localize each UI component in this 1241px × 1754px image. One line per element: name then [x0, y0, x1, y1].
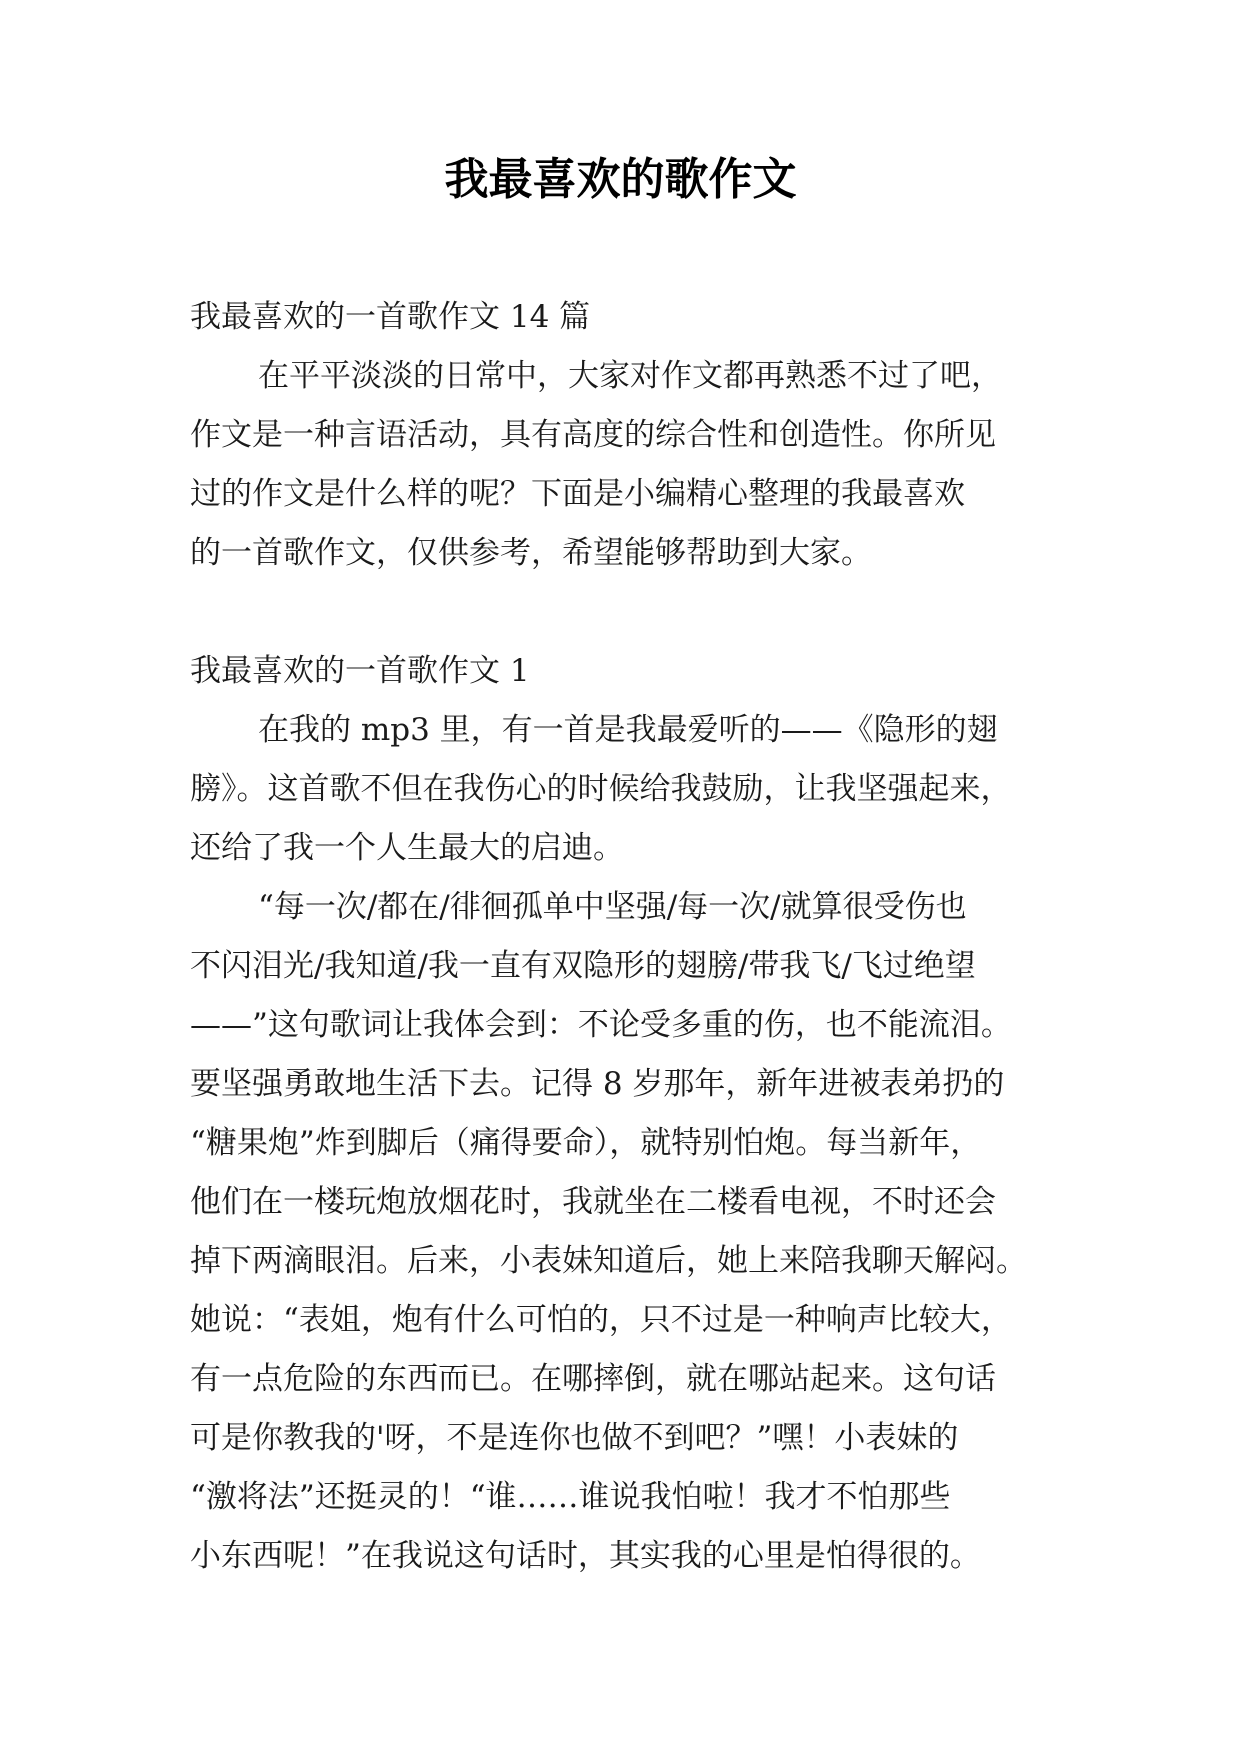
paragraph-line: ——”这句歌词让我体会到：不论受多重的伤，也不能流泪。: [190, 1007, 1012, 1043]
intro-line: 在平平淡淡的日常中，大家对作文都再熟悉不过了吧，: [258, 358, 1002, 394]
paragraph-line: 掉下两滴眼泪。后来，小表妹知道后，她上来陪我聊天解闷。: [190, 1243, 1027, 1279]
document-body: [190, 288, 1070, 1586]
paragraph-line: “每一次/都在/徘徊孤单中坚强/每一次/就算很受伤也: [258, 889, 967, 925]
document-subtitle: 我最喜欢的一首歌作文 14 篇: [190, 299, 591, 335]
paragraph-line: 他们在一楼玩炮放烟花时，我就坐在二楼看电视，不时还会: [190, 1184, 996, 1220]
paragraph-line: 膀》。这首歌不但在我伤心的时候给我鼓励，让我坚强起来，: [190, 771, 1012, 807]
paragraph-line: 可是你教我的'呀，不是连你也做不到吧？”嘿！小表妹的: [190, 1420, 959, 1456]
paragraph-line: “糖果炮”炸到脚后（痛得要命），就特别怕炮。每当新年，: [190, 1125, 982, 1161]
intro-paragraph: [190, 347, 1070, 583]
paragraph-line: 在我的 mp3 里，有一首是我最爱听的——《隐形的翅: [258, 712, 998, 748]
paragraph-line: 不闪泪光/我知道/我一直有双隐形的翅膀/带我飞/飞过绝望: [190, 948, 976, 984]
document-title: 我最喜欢的歌作文: [444, 154, 797, 205]
intro-line: 作文是一种言语活动，具有高度的综合性和创造性。你所见: [190, 417, 996, 453]
paragraph-2: [190, 878, 1070, 1586]
intro-line: 的一首歌作文，仅供参考，希望能够帮助到大家。: [190, 535, 872, 571]
paragraph-line: 有一点危险的东西而已。在哪摔倒，就在哪站起来。这句话: [190, 1361, 996, 1397]
paragraph-line: 小东西呢！”在我说这句话时，其实我的心里是怕得很的。: [190, 1538, 981, 1574]
paragraph-line: “激将法”还挺灵的！“谁……谁说我怕啦！我才不怕那些: [190, 1479, 951, 1515]
paragraph-line: 还给了我一个人生最大的启迪。: [190, 830, 624, 866]
paragraph-line: 要坚强勇敢地生活下去。记得 8 岁那年，新年进被表弟扔的: [190, 1066, 1005, 1102]
paragraph-1: [190, 701, 1070, 878]
intro-line: 过的作文是什么样的呢？下面是小编精心整理的我最喜欢: [190, 476, 965, 512]
paragraph-line: 她说：“表姐，炮有什么可怕的，只不过是一种响声比较大，: [190, 1302, 1012, 1338]
paragraph-gap: [190, 583, 1070, 642]
section-heading: 我最喜欢的一首歌作文 1: [190, 653, 530, 689]
